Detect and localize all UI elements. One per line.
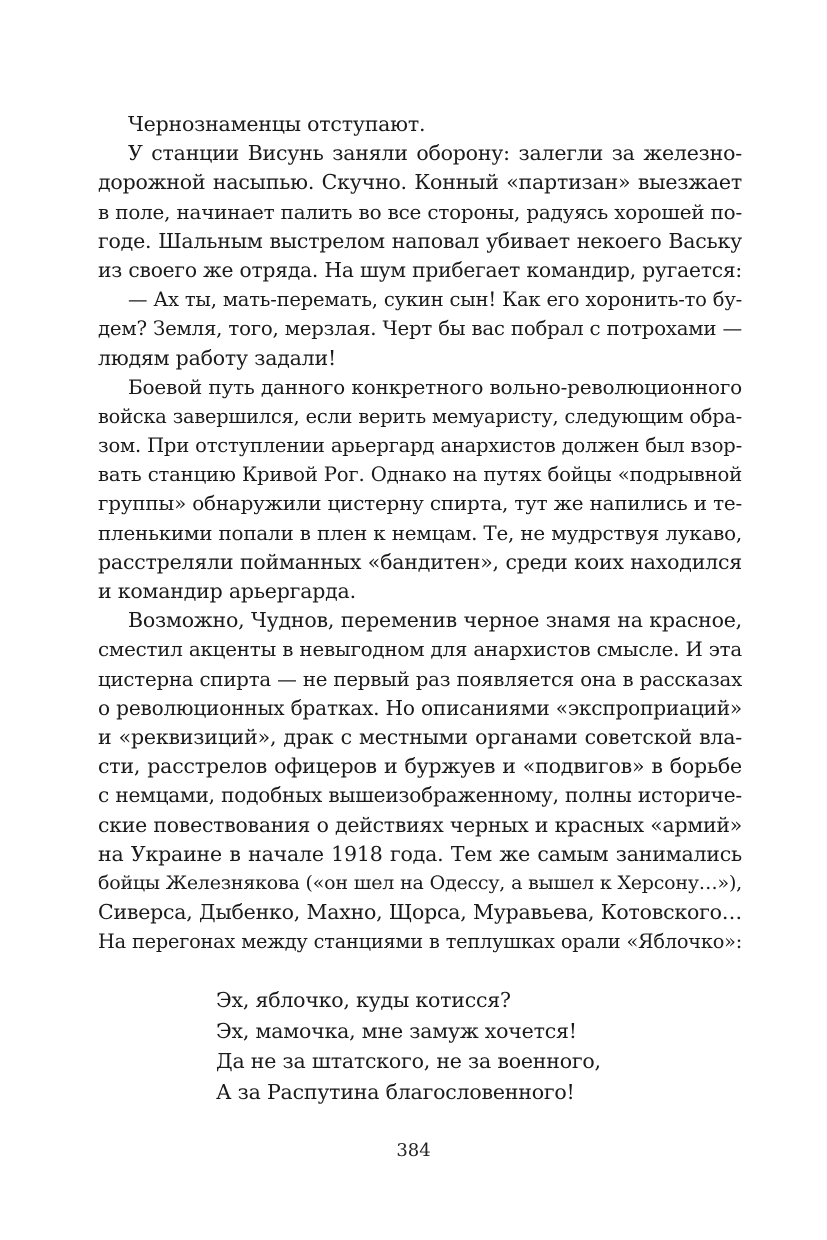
text-line: Чернознаменцы отступают.	[128, 112, 426, 136]
poem-verse: А за Распутина благословенного!	[216, 1079, 575, 1104]
text-line: сместил акценты в невыгодном для анархистов смысле. И эта	[98, 638, 742, 662]
text-line: зом. При отступлении арьергард анархистов должен был взор-	[98, 434, 742, 458]
text-line: Возможно, Чуднов, переменив черное знамя на красное,	[128, 608, 742, 633]
text-line: с немцами, подобных вышеизображенному, полны историче-	[98, 783, 742, 808]
text-line: из своего же отряда. На шум прибегает командир, ругается:	[98, 257, 742, 282]
poem-verse: Да не за штатского, не за военного,	[216, 1049, 601, 1073]
text-line: — Ах ты, мать-перемать, сукин сын! Как его хоронить-то бу-	[128, 288, 742, 312]
text-line: войска завершился, если верить мемуаристу, следующим обра-	[98, 404, 742, 428]
poem-stanza	[216, 985, 601, 1107]
text-line: на Украине в начале 1918 года. Тем же самым занимались	[98, 841, 742, 866]
page-number: 384	[396, 1140, 431, 1161]
poem-verse: Эх, мамочка, мне замуж хочется!	[216, 1018, 577, 1043]
text-line: о революционных братках. Но описаниями «экспроприаций»	[98, 695, 742, 720]
text-line: и «реквизиций», драк с местными органами советской вла-	[98, 724, 742, 749]
text-line: группы» обнаружили цистерну спирта, тут же напились и те-	[98, 492, 742, 516]
text-line: вать станцию Кривой Рог. Однако на путях бойцы «подрывной	[98, 463, 742, 487]
text-line: и командир арьергарда.	[98, 579, 356, 603]
text-line: цистерна спирта — не первый раз появляется она в рассказах	[98, 667, 742, 691]
body-text	[98, 110, 742, 956]
text-line: ские повествования о действиях черных и красных «армий»	[98, 812, 742, 837]
text-line: дем? Земля, того, мерзлая. Черт бы вас побрал с потрохами —	[98, 317, 742, 341]
text-line: Боевой путь данного конкретного вольно-революционного	[128, 374, 742, 399]
text-line: У станции Висунь заняли оборону: залегли за железно-	[128, 141, 742, 166]
text-line: бойцы Железнякова («он шел на Одессу, а вышел к Херсону…»),	[98, 871, 742, 894]
text-line: расстреляли пойманных «бандитен», среди коих находился	[98, 549, 742, 574]
text-line: годе. Шальным выстрелом наповал убивает некоего Ваську	[98, 228, 742, 253]
text-line: Сиверса, Дыбенко, Махно, Щорса, Муравьева, Котовского…	[98, 900, 742, 925]
text-line: в поле, начинает палить во все стороны, радуясь хорошей по-	[98, 200, 742, 224]
text-line: сти, расстрелов офицеров и буржуев и «подвигов» в борьбе	[98, 754, 742, 779]
text-line: дорожной насыпью. Скучно. Конный «партизан» выезжает	[98, 170, 742, 195]
poem-verse: Эх, яблочко, куды котисся?	[216, 988, 511, 1012]
text-line: пленькими попали в плен к немцам. Те, не мудрствуя лукаво,	[98, 521, 742, 545]
text-line: На перегонах между станциями в теплушках орали «Яблочко»:	[98, 930, 742, 954]
text-line: людям работу задали!	[98, 345, 337, 370]
